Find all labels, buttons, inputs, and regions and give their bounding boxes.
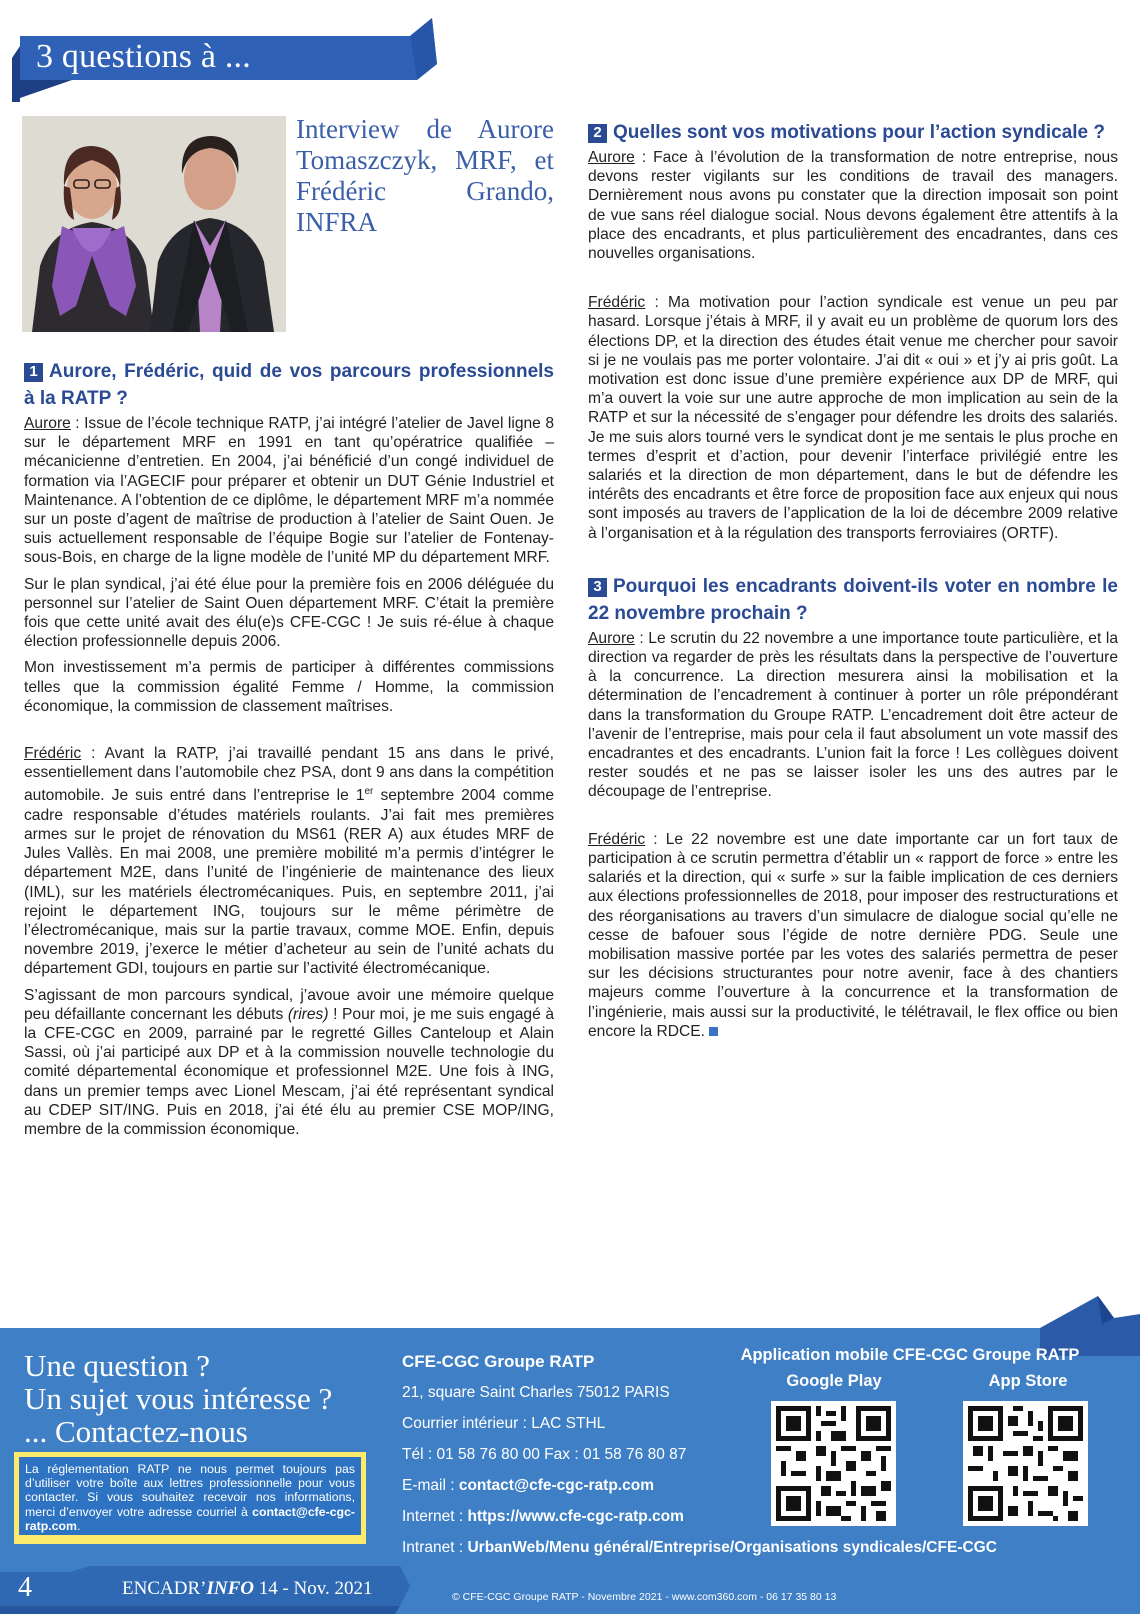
- email-link[interactable]: contact@cfe-cgc-ratp.com: [458, 1477, 654, 1494]
- answer-paragraph: Mon investissement m’a permis de participer à différentes commissions telles que la commission égalité Femme / Homme, la commission économique, la commission de classement maîtrises.: [24, 659, 554, 715]
- app-store-qr-code[interactable]: [963, 1401, 1088, 1526]
- org-name: CFE-CGC Groupe RATP: [402, 1352, 595, 1371]
- internal-mail: Courrier intérieur : LAC STHL: [402, 1415, 606, 1432]
- app-title: Application mobile CFE-CGC Groupe RATP: [740, 1346, 1080, 1364]
- left-column: [24, 358, 554, 1146]
- website-link[interactable]: https://www.cfe-cgc-ratp.com: [467, 1508, 684, 1525]
- contact-heading: [24, 1349, 384, 1448]
- notice-body: La réglementation RATP ne nous permet toujours pas d’utiliser votre boîte aux lettres professionnelle pour vous contacter. Si vous souhaitez recevoir nos informations, merci d’envoyer votre adresse courriel à: [25, 1462, 355, 1519]
- superscript: er: [364, 786, 374, 798]
- speaker-name: Frédéric: [24, 745, 82, 763]
- answer-text: : Le 22 novembre est une date importante car un fort taux de participation à ce scrutin permettra d’établir un « rapport de force » entre les salariés et la direction, qui « surfe » sur la faible implication de ces derniers aux élections professionnelles de 2018, pour imposer des restructurations et des réorganisations au travers d’un simulacre de dialogue social qu’elle ne cesse de bafouer sous l’égide de notre dernière PDG. Seule une mobilisation massive portée par les votes des salariés permettra de peser sur les décisions structurantes pour notre avenir, face à des chantiers majeurs comme l’ouverture à la concurrence et la transformation de l’ingénierie, mais aussi sur la productivité, le télétravail, le flex office ou bien encore la RDCE.: [588, 830, 1118, 1040]
- notice-end: .: [76, 1518, 81, 1533]
- phone-fax: Tél : 01 58 76 80 00 Fax : 01 58 76 80 87: [402, 1446, 687, 1463]
- magazine-issue: 14 - Nov. 2021: [253, 1578, 373, 1599]
- intranet-label: Intranet :: [402, 1539, 468, 1556]
- answer-text: septembre 2004 comme cadre responsable d’études matériels roulants. J’ai fait mes premières armes sur le projet de rénovation du MS61 (RER A) aux études MRF de Jules Vallès. En mai 2008, une première mobilité m’a permis d’intégrer le département M2E, dans l’unité de l’ingénierie de maintenance des lieux (IML), sur les matériels électromécaniques. Puis, en septembre 2011, j’ai rejoint le département ING, toujours sur le même périmètre de l’électromécanique, mais sur la partie travaux, comme MOE. Enfin, depuis novembre 2019, j’exerce le métier d’acheteur au sein de l’unité achats du département GDI, toujours en partie sur l’activité électromécanique.: [24, 787, 554, 978]
- interview-title: Interview de Aurore Tomaszczyk, MRF, et Frédéric Grando, INFRA: [296, 114, 554, 237]
- question-2-heading: [588, 119, 1118, 146]
- question-1-heading: [24, 358, 554, 412]
- question-number: 3: [588, 578, 607, 597]
- question-title: Quelles sont vos motivations pour l’action syndicale ?: [613, 122, 1105, 143]
- answer-paragraph: [588, 629, 1118, 802]
- notice-text: [19, 1457, 361, 1535]
- right-column: [588, 119, 1118, 1048]
- google-play-qr-code[interactable]: [771, 1401, 896, 1526]
- speaker-name: Frédéric: [588, 830, 646, 848]
- speaker-name: Aurore: [24, 415, 71, 432]
- answer-paragraph: [588, 293, 1118, 543]
- question-title: Aurore, Frédéric, quid de vos parcours professionnels à la RATP ?: [24, 361, 554, 409]
- contact-line: ... Contactez-nous: [24, 1414, 248, 1449]
- answer-paragraph: [24, 744, 554, 979]
- magazine-name: ENCADR’: [122, 1578, 207, 1599]
- question-number: 1: [24, 363, 43, 382]
- end-mark-icon: [709, 1027, 718, 1036]
- question-number: 2: [588, 124, 607, 143]
- contact-line: Un sujet vous intéresse ?: [24, 1381, 333, 1416]
- address: 21, square Saint Charles 75012 PARIS: [402, 1384, 670, 1401]
- banner-title: 3 questions à ...: [36, 38, 251, 75]
- email-line: [402, 1477, 654, 1495]
- question-title: Pourquoi les encadrants doivent-ils voter en nombre le 22 novembre prochain ?: [588, 575, 1118, 624]
- aside-text: (rires): [287, 1005, 329, 1023]
- answer-paragraph: [588, 148, 1118, 263]
- answer-text: : Face à l’évolution de la transformation de notre entreprise, nous devons rester vigilants sur les conditions de travail des managers. Dernièrement nous avons pu constater que la direction imposait son point de vue sans réel dialogue social. Nous devons également être attentifs à la place des encadrants, et plus particulièrement des encadrantes, dans ces nouvelles organisations.: [588, 149, 1118, 263]
- answer-text: ! Pour moi, je me suis engagé à la CFE-CGC en 2009, parrainé par le regretté Gilles Canteloup et Alain Sassi, où j’ai participé aux DP et à la commission nouvelle technologie du comité départemental économique et professionnel M2E. Une fois à ING, dans un premier temps avec Lionel Mescam, j’ai été représentant syndical au CDEP SIT/ING. Puis en 2018, j’ai été élu au premier CSE MOP/ING, membre de la commission économique.: [24, 1005, 554, 1139]
- magazine-name-italic: INFO: [206, 1578, 254, 1599]
- answer-paragraph: [24, 414, 554, 568]
- answer-text: : Ma motivation pour l’action syndicale est venue un peu par hasard. Lorsque j’étais à MRF, il y avait eu un problème de quorum lors des élections DP, et la direction des études était venue me chercher pour savoir si je ne voulais pas me porter volontaire. J’ai dit « oui » et j’y ai pris goût. La motivation est donc issue d’une première expérience aux DP de MRF, qui m’a ouvert la voie sur une autre approche de mon implication au sein de la RATP et sur la nécessité de s’engager pour défendre les droits des salariés. Je me suis alors tourné vers le syndicat dont je me sentais le plus proche en termes d’esprit et d’action, pour devenir l’interface privilégié entre les salariés et la direction de mon département, dans le but de défendre les intérêts des encadrants et être force de proposition face aux enjeux qui nous sont imposés au travers de l’application de la loi de décembre 2009 relative à l’organisation et à la régulation des transports ferroviaires (ORTF).: [588, 294, 1118, 542]
- speaker-name: Frédéric: [588, 294, 646, 312]
- speaker-name: Aurore: [588, 149, 635, 166]
- page-number: 4: [18, 1572, 32, 1603]
- answer-paragraph: Sur le plan syndical, j’ai été élue pour la première fois en 2006 déléguée du personnel sur l’atelier de Saint Ouen département MRF. C’était la première fois que cette unité avait des élu(e)s CFE-CGC ! Je suis ré-élue à chaque élection professionnelle depuis 2006.: [24, 575, 554, 651]
- interviewees-photo: [22, 116, 286, 332]
- intranet-path: UrbanWeb/Menu général/Entreprise/Organisations syndicales/CFE-CGC: [467, 1539, 997, 1556]
- answer-paragraph: [588, 830, 1118, 1041]
- intranet-line: [402, 1539, 997, 1557]
- answer-text: : Issue de l’école technique RATP, j’ai intégré l’atelier de Javel ligne 8 sur le département MRF en 1991 en tant qu’opératrice qualifiée – mécanicienne d’entretien. En 2004, j’ai bénéficié d’un congé individuel de formation via l’AGECIF pour préparer et obtenir un DUT Génie Industriel et Maintenance. A l’obtention de ce diplôme, le département MRF m’a nommée sur un poste d’agent de maîtrise de production à l’atelier de Saint Ouen. Je suis actuellement responsable de l’équipe Bogie sur l’atelier de Fontenay-sous-Bois, en charge de la ligne modèle de l’unité MP du département MRF.: [24, 415, 554, 567]
- internet-label: Internet :: [402, 1508, 468, 1525]
- answer-paragraph: [24, 986, 554, 1140]
- question-3-heading: [588, 573, 1118, 627]
- notice-email-link[interactable]: contact@cfe-cgc-ratp.com: [25, 1504, 355, 1533]
- answer-text: S’agissant de mon parcours syndical, j’avoue avoir une mémoire quelque peu défaillante concernant les débuts: [24, 986, 554, 1023]
- answer-text: : Avant la RATP, j’ai travaillé pendant 15 ans dans le privé, essentiellement dans l’automobile chez PSA, dont 9 ans dans la compétition automobile. Je suis entré dans l’entreprise le 1: [24, 745, 554, 805]
- app-store-label: App Store: [988, 1372, 1068, 1390]
- magazine-title: [122, 1578, 373, 1600]
- speaker-name: Aurore: [588, 629, 635, 647]
- copyright: © CFE-CGC Groupe RATP - Novembre 2021 - www.com360.com - 06 17 35 80 13: [452, 1591, 837, 1603]
- internet-line: [402, 1508, 684, 1526]
- google-play-label: Google Play: [786, 1372, 882, 1390]
- contact-line: Une question ?: [24, 1348, 210, 1383]
- answer-text: : Le scrutin du 22 novembre a une importance toute particulière, et la direction va regarder de près les résultats dans la perspective de l’ouverture à la concurrence. La direction mesurera ainsi la mobilisation et la détermination de l’encadrement à continuer à porter un rôle prépondérant dans la transformation du Groupe RATP. L’encadrement doit être acteur de l’avenir de l’entreprise, mais pour cela il faut absolument un vote massif des encadrantes et des encadrants. L’union fait la force ! Les collègues doivent rester soudés et ne pas se laisser isoler les uns des autres par le découpage de l’entreprise.: [588, 629, 1118, 801]
- notice-box: [14, 1452, 366, 1544]
- email-label: E-mail :: [402, 1477, 459, 1494]
